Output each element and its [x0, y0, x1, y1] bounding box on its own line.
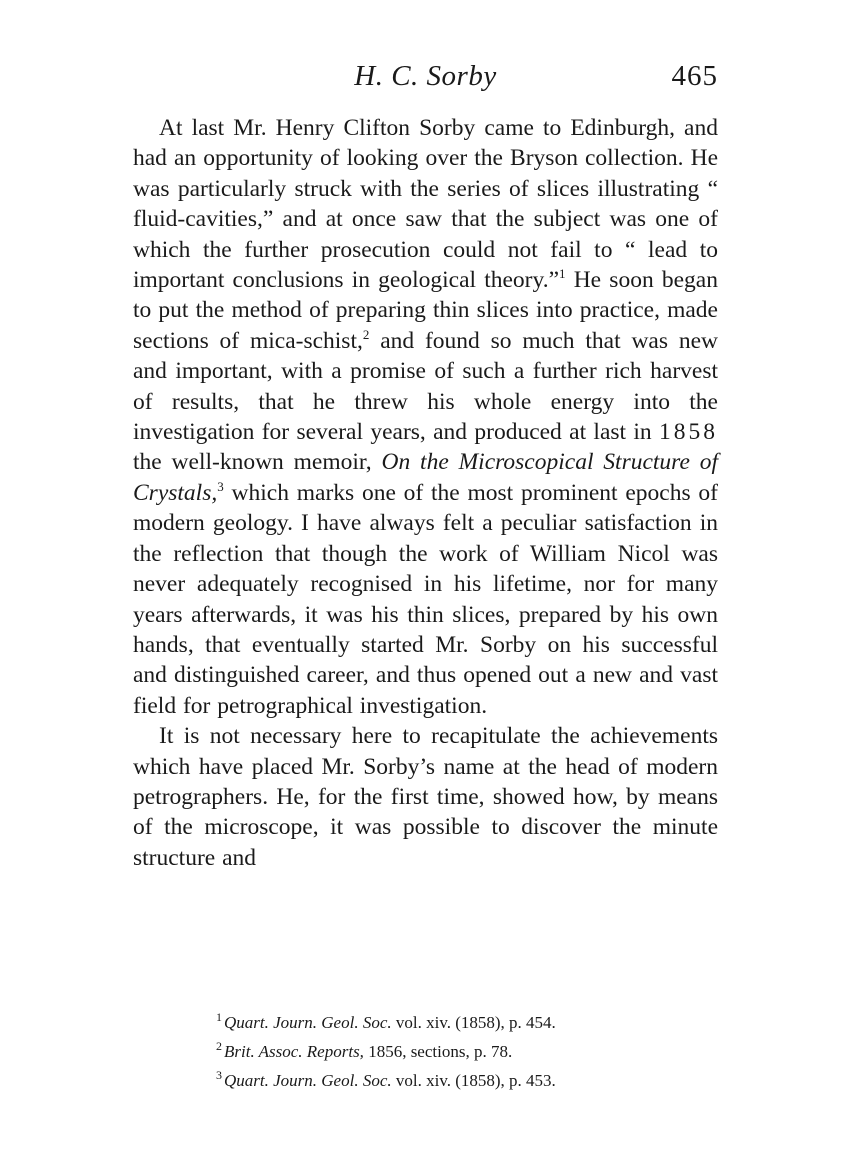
paragraph-1-text-a: At last Mr. Henry Clifton Sorby came to Edinburgh, and had an opportunity of looking over the Bryson collection. He was particularly struck with the series of slices illustrating “ fluid-cavities,” and at once saw that the subject was one of which the further prosecution could not fail to “ lead to important conclusions in geological theory.”	[133, 115, 718, 294]
footnote-1-mark: 1	[216, 1010, 222, 1025]
footnote-1-source: Quart. Journ. Geol. Soc.	[224, 1013, 392, 1032]
footnote-3-source: Quart. Journ. Geol. Soc.	[224, 1071, 392, 1090]
footnote-ref-1: 1	[559, 266, 566, 282]
page-number: 465	[671, 60, 718, 92]
running-title: H. C. Sorby	[354, 60, 497, 92]
paragraph-1-text-d: the well-known memoir,	[133, 449, 382, 476]
year-1858: 1858	[659, 419, 718, 446]
running-head	[133, 60, 718, 100]
footnote-3	[216, 1066, 736, 1095]
paragraph-1	[133, 113, 718, 721]
paragraph-2: It is not necessary here to recapitulate the achievements which have placed Mr. Sorby’s name at the head of modern petrographers. He, for the first time, showed how, by means of the microscope, it was possible to discover the minute structure and	[133, 723, 718, 871]
paragraph-1-text-b: He soon began to put the method of preparing thin slices into practice, made sections of mica-schist,	[133, 267, 718, 354]
footnote-2-source: Brit. Assoc. Reports,	[224, 1042, 364, 1061]
footnote-ref-2: 2	[362, 327, 370, 343]
paragraph-1-text-c: and found so much that was new and important, with a promise of such a further rich harvest of results, that he threw his whole energy into the investigation for several years, and produced at last in	[133, 327, 718, 446]
footnote-1-rest: vol. xiv. (1858), p. 454.	[391, 1013, 556, 1032]
footnote-3-rest: vol. xiv. (1858), p. 453.	[391, 1071, 556, 1090]
footnote-1	[216, 1008, 736, 1037]
body-text	[133, 113, 718, 873]
memoir-title: On the Microscopical Structure of Crystals,	[133, 449, 718, 506]
footnote-2-rest: 1856, sections, p. 78.	[363, 1042, 513, 1061]
footnote-2-mark: 2	[216, 1039, 222, 1054]
footnotes	[216, 1008, 736, 1095]
footnote-3-mark: 3	[216, 1068, 222, 1083]
footnote-ref-3: 3	[217, 479, 224, 495]
footnote-2	[216, 1037, 736, 1066]
paragraph-1-text-e: which marks one of the most prominent epochs of modern geology. I have always felt a peculiar satisfaction in the reflection that though the work of William Nicol was never adequately recognised in his lifetime, nor for many years afterwards, it was his thin slices, prepared by his own hands, that eventually started Mr. Sorby on his successful and distinguished career, and thus opened out a new and vast field for petrographical investigation.	[133, 479, 718, 719]
